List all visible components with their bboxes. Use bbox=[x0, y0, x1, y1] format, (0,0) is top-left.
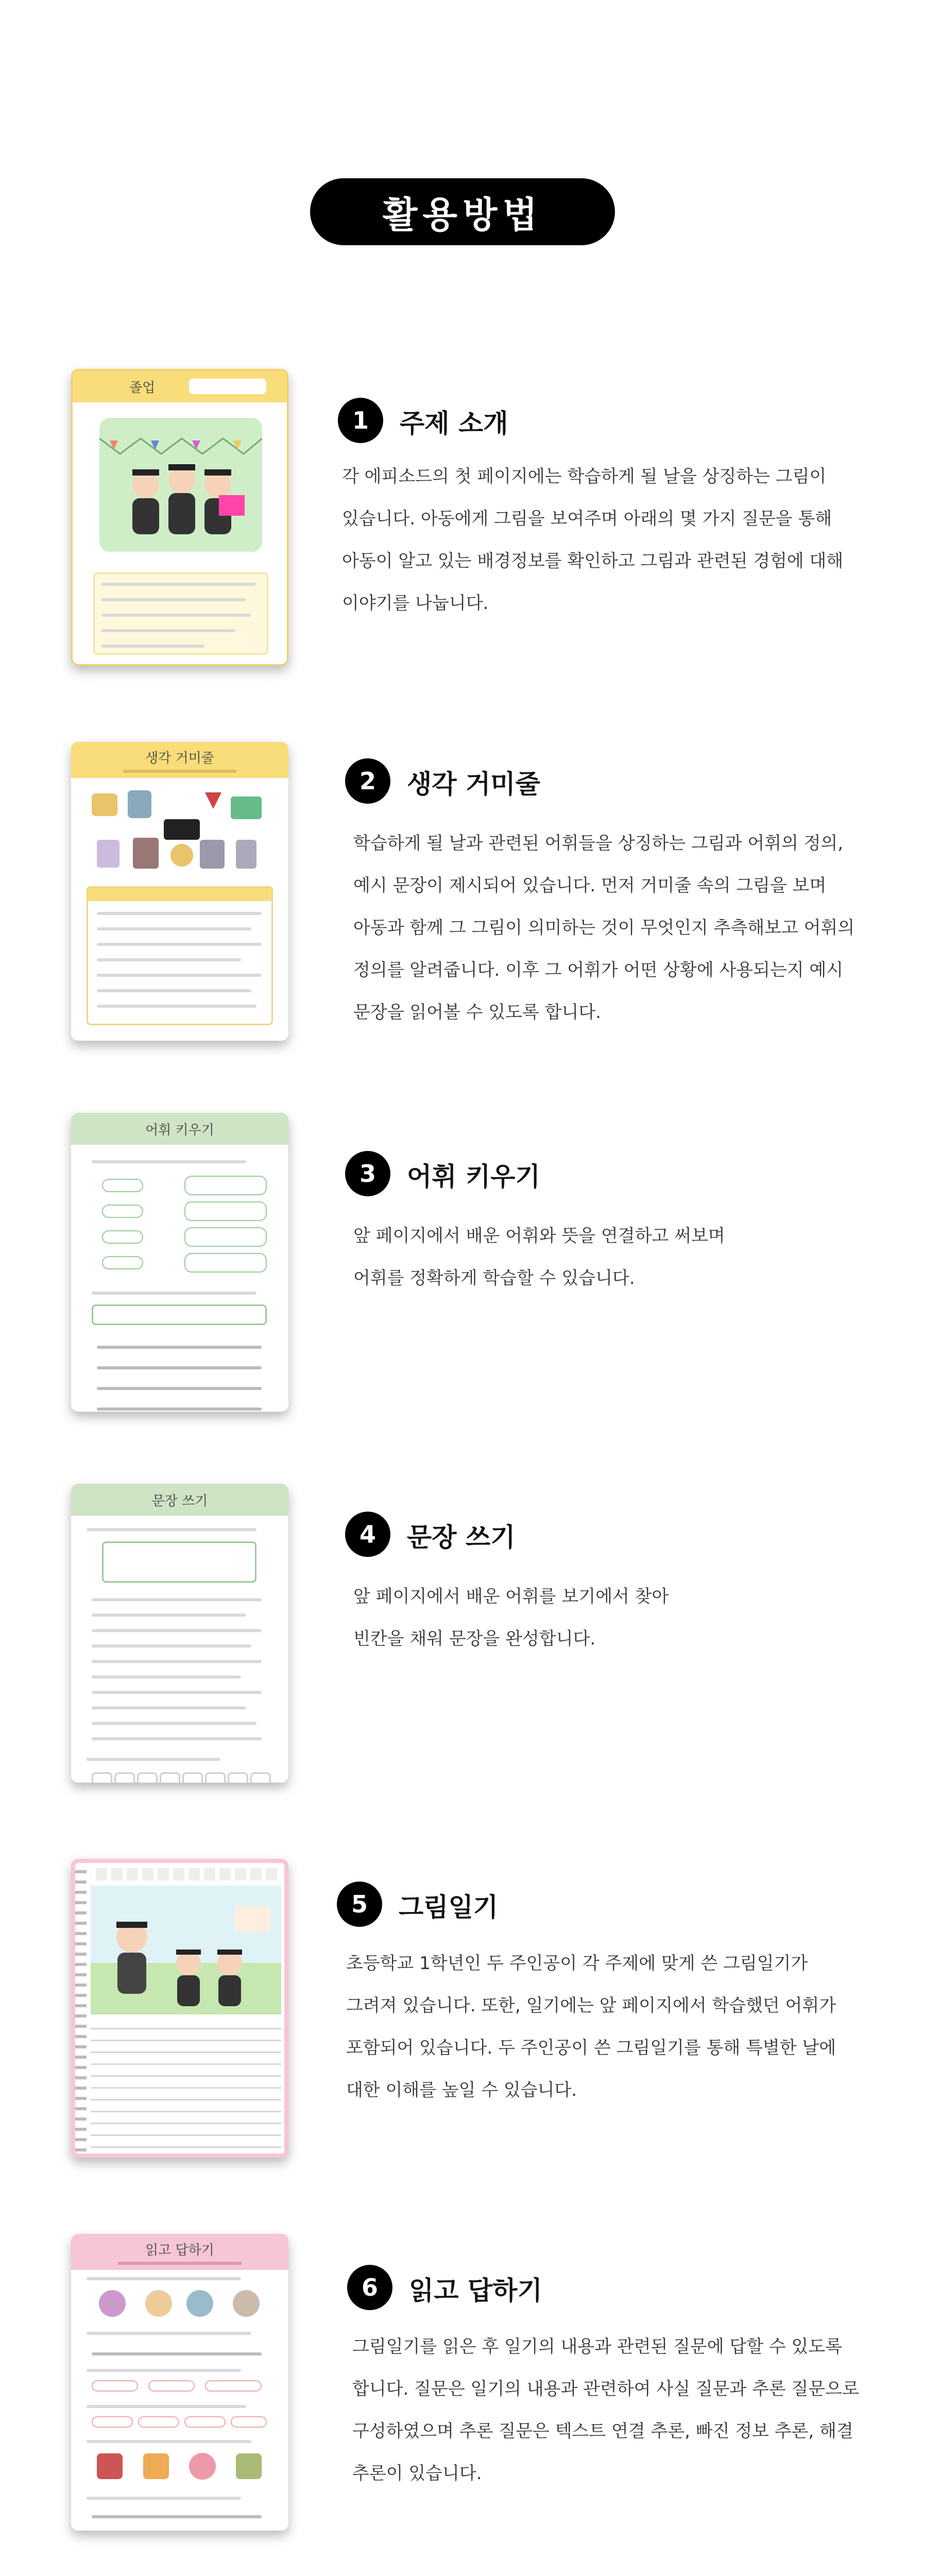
description-line: 문장을 읽어볼 수 있도록 합니다. bbox=[353, 1002, 602, 1023]
thumb-label: 읽고 답하기 bbox=[145, 2242, 214, 2258]
description-line: 이야기를 나눕니다. bbox=[342, 593, 489, 614]
thumb-subline bbox=[123, 770, 236, 773]
thumb-body bbox=[73, 402, 287, 664]
thumb-graduation-page bbox=[71, 369, 288, 666]
thumb-header bbox=[71, 1484, 288, 1516]
picture-options-illustration bbox=[92, 2448, 267, 2484]
section-description bbox=[346, 1942, 866, 2111]
answer-choices-illustration bbox=[92, 2285, 267, 2321]
section-description bbox=[352, 2326, 872, 2495]
description-line: 추론이 있습니다. bbox=[352, 2463, 482, 2484]
description-line: 구성하였으며 추론 질문은 텍스트 연결 추론, 빠진 정보 추론, 해결 bbox=[352, 2421, 853, 2442]
vocabulary-web-illustration bbox=[87, 788, 273, 876]
graduation-illustration bbox=[99, 418, 262, 552]
description-line: 앞 페이지에서 배운 어휘와 뜻을 연결하고 써보며 bbox=[353, 1226, 725, 1246]
step-number-badge: 4 bbox=[345, 1512, 390, 1557]
step-number-badge: 5 bbox=[337, 1882, 382, 1927]
thumb-thought-web-page bbox=[71, 742, 288, 1041]
thumb-label: 어휘 키우기 bbox=[145, 1122, 214, 1138]
step-number-badge: 6 bbox=[347, 2265, 392, 2310]
description-line: 빈칸을 채워 문장을 완성합니다. bbox=[353, 1629, 596, 1649]
thumb-picture-diary-page bbox=[71, 1859, 288, 2158]
thumb-header bbox=[71, 742, 288, 778]
step-number-badge: 1 bbox=[338, 398, 383, 443]
diary-text-grid bbox=[91, 2018, 281, 2151]
section-title: 문장 쓰기 bbox=[407, 1522, 516, 1552]
thumb-body bbox=[71, 1145, 288, 1412]
description-line: 그림일기를 읽은 후 일기의 내용과 관련된 질문에 답할 수 있도록 bbox=[352, 2336, 843, 2357]
step-number-badge: 3 bbox=[345, 1151, 390, 1196]
description-line: 학습하게 될 날과 관련된 어휘들을 상징하는 그림과 어휘의 정의, bbox=[353, 833, 844, 854]
thumb-label: 졸업 bbox=[129, 380, 156, 396]
section-title: 읽고 답하기 bbox=[409, 2276, 542, 2306]
description-line: 어휘를 정확하게 학습할 수 있습니다. bbox=[353, 1268, 635, 1289]
thumb-subline bbox=[118, 2262, 242, 2265]
description-line: 예시 문장이 제시되어 있습니다. 먼저 거미줄 속의 그림을 보며 bbox=[353, 875, 827, 896]
description-line: 있습니다. 아동에게 그림을 보여주며 아래의 몇 가지 질문을 통해 bbox=[342, 509, 832, 529]
section-title: 주제 소개 bbox=[400, 409, 508, 438]
description-line: 아동이 알고 있는 배경정보를 확인하고 그림과 관련된 경험에 대해 bbox=[342, 551, 844, 571]
description-line: 초등학교 1학년인 두 주인공이 각 주제에 맞게 쓴 그림일기가 bbox=[346, 1953, 808, 1974]
thumb-read-answer-page bbox=[71, 2234, 288, 2531]
thumb-body bbox=[71, 2270, 288, 2531]
thumb-header bbox=[71, 2234, 288, 2270]
step-number-badge: 2 bbox=[345, 758, 390, 804]
description-line: 정의를 알려줍니다. 이후 그 어휘가 어떤 상황에 사용되는지 예시 bbox=[353, 960, 844, 980]
thumb-sentence-page bbox=[71, 1484, 288, 1783]
diary-spiral bbox=[75, 1863, 87, 2154]
diary-illustration bbox=[91, 1886, 281, 2014]
description-line: 그려져 있습니다. 또한, 일기에는 앞 페이지에서 학습했던 어휘가 bbox=[346, 1995, 836, 2016]
date-box bbox=[189, 379, 266, 394]
section-description bbox=[342, 455, 862, 624]
description-line: 합니다. 질문은 일기의 내용과 관련하여 사실 질문과 추론 질문으로 bbox=[352, 2379, 860, 2399]
thumb-header bbox=[73, 370, 287, 402]
description-line: 포함되어 있습니다. 두 주인공이 쓴 그림일기를 통해 특별한 날에 bbox=[346, 2038, 836, 2058]
thumb-label: 생각 거미줄 bbox=[145, 750, 214, 766]
section-title: 생각 거미줄 bbox=[407, 769, 540, 799]
description-line: 아동과 함께 그 그림이 의미하는 것이 무엇인지 추측해보고 어휘의 bbox=[353, 918, 855, 938]
thumb-header bbox=[71, 1113, 288, 1145]
description-line: 앞 페이지에서 배운 어휘를 보기에서 찾아 bbox=[353, 1586, 669, 1607]
page-title-banner bbox=[310, 178, 615, 245]
section-description bbox=[353, 822, 873, 1033]
section-description bbox=[353, 1575, 873, 1660]
description-line: 대한 이해를 높일 수 있습니다. bbox=[346, 2080, 577, 2100]
thumb-vocabulary-page bbox=[71, 1113, 288, 1412]
page-title: 활용방법 bbox=[382, 193, 543, 236]
section-title: 그림일기 bbox=[399, 1892, 499, 1922]
word-bank bbox=[102, 1541, 256, 1583]
section-description bbox=[353, 1215, 873, 1299]
section-title: 어휘 키우기 bbox=[407, 1162, 540, 1192]
thumb-body bbox=[71, 778, 288, 1041]
word-bank bbox=[92, 1304, 267, 1325]
diary-icons-row bbox=[96, 1868, 281, 1880]
thumb-body bbox=[71, 1516, 288, 1783]
thumb-label: 문장 쓰기 bbox=[151, 1493, 208, 1509]
description-line: 각 에피소드의 첫 페이지에는 학습하게 될 날을 상징하는 그림이 bbox=[342, 466, 827, 487]
